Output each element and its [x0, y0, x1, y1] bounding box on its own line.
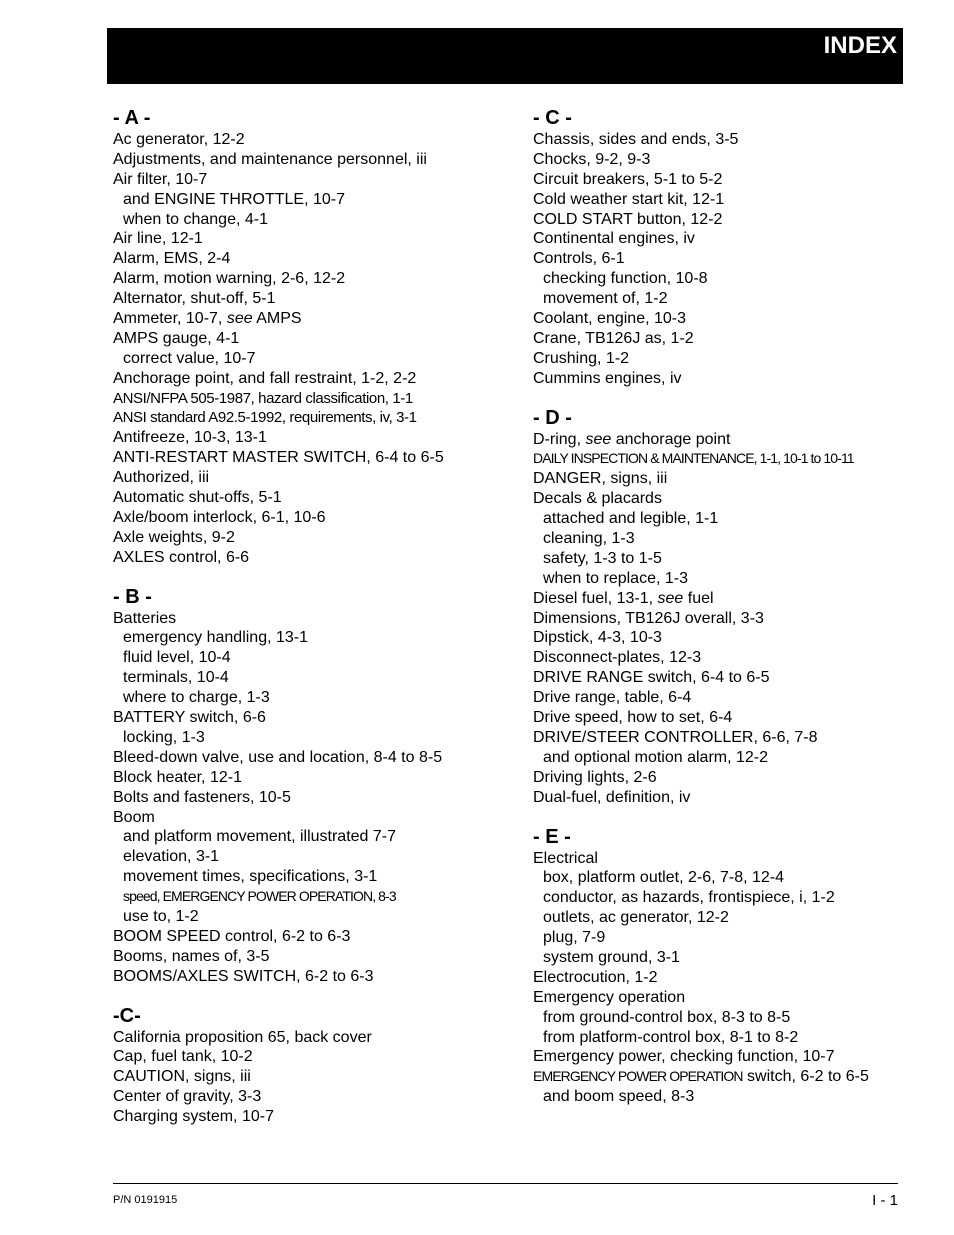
index-subentry: and ENGINE THROTTLE, 10-7 — [123, 190, 345, 208]
index-entry: Crane, TB126J as, 1-2 — [533, 329, 694, 347]
section-heading: - B - — [113, 585, 152, 608]
index-entry: Cold weather start kit, 12-1 — [533, 190, 725, 208]
index-subentry: system ground, 3-1 — [543, 948, 680, 966]
index-subentry: when to change, 4-1 — [123, 210, 268, 228]
index-subentry: correct value, 10-7 — [123, 349, 256, 367]
index-entry: Authorized, iii — [113, 469, 210, 487]
index-subentry: and platform movement, illustrated 7-7 — [123, 828, 397, 846]
index-subentry: fluid level, 10-4 — [123, 649, 231, 667]
index-subentry: checking function, 10-8 — [543, 270, 708, 288]
index-subentry: and boom speed, 8-3 — [543, 1088, 695, 1106]
index-entry: EMERGENCY POWER OPERATION switch, 6-2 to 6-5 — [533, 1068, 869, 1086]
index-entry: Decals & placards — [533, 490, 662, 508]
index-entry: Axle weights, 9-2 — [113, 528, 235, 546]
index-section — [113, 1004, 513, 1127]
index-entry: Dual-fuel, definition, iv — [533, 788, 691, 806]
section-heading: - C - — [533, 107, 572, 129]
index-entry: Cap, fuel tank, 10-2 — [113, 1048, 253, 1066]
index-entry: California proposition 65, back cover — [113, 1028, 372, 1046]
index-entry: Boom — [113, 808, 155, 826]
index-entry: ANSI standard A92.5-1992, requirements, iv, 3-1 — [113, 409, 417, 427]
index-entry: Dipstick, 4-3, 10-3 — [533, 629, 662, 647]
index-entry: Air filter, 10-7 — [113, 170, 208, 188]
index-entry: Diesel fuel, 13-1, see fuel — [533, 589, 714, 607]
index-subentry: use to, 1-2 — [123, 907, 199, 925]
index-entry: Driving lights, 2-6 — [533, 768, 657, 786]
index-entry: DRIVE RANGE switch, 6-4 to 6-5 — [533, 669, 770, 687]
index-entry: Alternator, shut-off, 5-1 — [113, 290, 276, 308]
index-entry: Cummins engines, iv — [533, 369, 682, 387]
page-number: I - 1 — [872, 1192, 898, 1209]
index-entry: Axle/boom interlock, 6-1, 10-6 — [113, 508, 326, 526]
index-subentry: outlets, ac generator, 12-2 — [543, 909, 729, 927]
index-entry: Chassis, sides and ends, 3-5 — [533, 131, 739, 148]
index-subentry: locking, 1-3 — [123, 728, 205, 746]
index-subentry: when to replace, 1-3 — [543, 569, 688, 587]
index-entry: Alarm, EMS, 2-4 — [113, 250, 231, 268]
index-entry: Air line, 12-1 — [113, 230, 203, 248]
index-section — [533, 825, 933, 1108]
index-entry: Batteries — [113, 609, 177, 627]
index-entry: Ac generator, 12-2 — [113, 131, 245, 148]
index-entry: Crushing, 1-2 — [533, 349, 630, 367]
index-entry: Charging system, 10-7 — [113, 1108, 274, 1126]
section-heading: - E - — [533, 825, 571, 848]
header-bar — [107, 28, 903, 84]
index-subentry: speed, EMERGENCY POWER OPERATION, 8-3 — [123, 888, 396, 905]
index-entry: Block heater, 12-1 — [113, 768, 242, 786]
index-entry: Automatic shut-offs, 5-1 — [113, 489, 282, 507]
index-entry: Booms, names of, 3-5 — [113, 947, 270, 965]
index-subentry: from platform-control box, 8-1 to 8-2 — [543, 1028, 799, 1046]
index-column-left — [113, 106, 513, 1144]
index-entry: Emergency power, checking function, 10-7 — [533, 1048, 835, 1066]
index-entry: ANSI/NFPA 505-1987, hazard classification, 1-1 — [113, 389, 413, 407]
index-entry: Circuit breakers, 5-1 to 5-2 — [533, 170, 723, 188]
index-entry: Chocks, 9-2, 9-3 — [533, 150, 651, 168]
index-subentry: box, platform outlet, 2-6, 7-8, 12-4 — [543, 869, 785, 887]
index-subentry: from ground-control box, 8-3 to 8-5 — [543, 1008, 791, 1026]
index-entry: Controls, 6-1 — [533, 250, 625, 268]
index-entry: BOOM SPEED control, 6-2 to 6-3 — [113, 927, 351, 945]
index-entry: Adjustments, and maintenance personnel, iii — [113, 150, 427, 168]
index-entry: D-ring, see anchorage point — [533, 430, 731, 448]
index-entry: Ammeter, 10-7, see AMPS — [113, 310, 302, 328]
index-subentry: elevation, 3-1 — [123, 848, 220, 866]
index-entry: Anchorage point, and fall restraint, 1-2, 2-2 — [113, 369, 417, 387]
index-subentry: attached and legible, 1-1 — [543, 510, 719, 528]
index-section — [533, 406, 933, 808]
index-entry: DANGER, signs, iii — [533, 470, 668, 488]
index-subentry: where to charge, 1-3 — [123, 689, 270, 707]
index-entry: COLD START button, 12-2 — [533, 210, 723, 228]
section-heading: - A - — [113, 107, 151, 129]
index-section — [533, 106, 933, 389]
index-subentry: movement of, 1-2 — [543, 290, 668, 308]
section-heading: -C- — [113, 1004, 141, 1027]
index-entry: Disconnect-plates, 12-3 — [533, 649, 702, 667]
index-section — [113, 106, 513, 568]
index-subentry: terminals, 10-4 — [123, 669, 229, 687]
index-entry: BATTERY switch, 6-6 — [113, 709, 266, 727]
index-entry: DAILY INSPECTION & MAINTENANCE, 1-1, 10-1 to 10-11 — [533, 450, 854, 467]
index-subentry: cleaning, 1-3 — [543, 530, 635, 548]
index-entry: Emergency operation — [533, 988, 686, 1006]
index-entry: AMPS gauge, 4-1 — [113, 329, 240, 347]
index-entry: Alarm, motion warning, 2-6, 12-2 — [113, 270, 346, 288]
index-entry: Electrocution, 1-2 — [533, 968, 658, 986]
index-entry: DRIVE/STEER CONTROLLER, 6-6, 7-8 — [533, 728, 818, 746]
index-subentry: safety, 1-3 to 1-5 — [543, 549, 662, 567]
index-subentry: plug, 7-9 — [543, 929, 606, 947]
index-entry: BOOMS/AXLES SWITCH, 6-2 to 6-3 — [113, 967, 374, 985]
footer-divider — [113, 1183, 898, 1184]
index-entry: Coolant, engine, 10-3 — [533, 310, 686, 328]
index-entry: AXLES control, 6-6 — [113, 548, 250, 566]
index-entry: Drive range, table, 6-4 — [533, 689, 692, 707]
index-entry: Center of gravity, 3-3 — [113, 1088, 262, 1106]
index-column-right — [533, 106, 933, 1124]
index-entry: ANTI-RESTART MASTER SWITCH, 6-4 to 6-5 — [113, 449, 444, 467]
page-title: INDEX — [823, 32, 897, 59]
index-entry: CAUTION, signs, iii — [113, 1068, 251, 1086]
index-entry: Antifreeze, 10-3, 13-1 — [113, 429, 267, 447]
index-entry: Bolts and fasteners, 10-5 — [113, 788, 291, 806]
index-subentry: and optional motion alarm, 12-2 — [543, 748, 769, 766]
part-number: P/N 0191915 — [113, 1194, 178, 1206]
index-section — [113, 585, 513, 987]
index-subentry: emergency handling, 13-1 — [123, 629, 309, 647]
index-entry: Bleed-down valve, use and location, 8-4 to 8-5 — [113, 748, 443, 766]
index-subentry: conductor, as hazards, frontispiece, i, 1-2 — [543, 889, 835, 907]
index-entry: Electrical — [533, 849, 598, 867]
index-entry: Drive speed, how to set, 6-4 — [533, 709, 733, 727]
index-entry: Continental engines, iv — [533, 230, 695, 248]
index-subentry: movement times, specifications, 3-1 — [123, 868, 378, 886]
index-entry: Dimensions, TB126J overall, 3-3 — [533, 609, 764, 627]
section-heading: - D - — [533, 406, 572, 429]
